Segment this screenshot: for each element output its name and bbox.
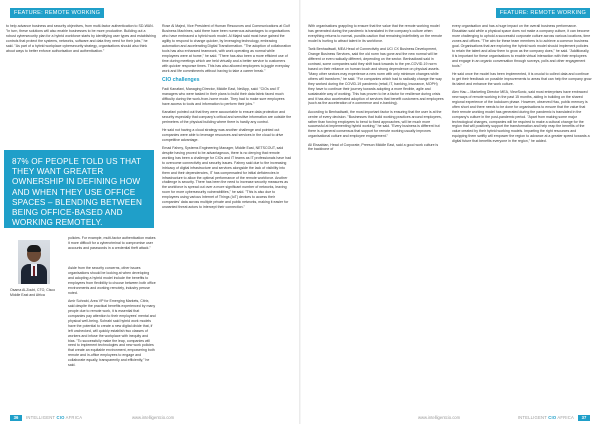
paragraph: With organisations grappling to ensure that the value that the remote working model has generated during the pandemic is translated in the company's culture when everything returns to normal, pundits caution that remaining indefinitely on the remote model is hurting to attract talent in its workforce. xyxy=(308,24,443,43)
paragraph: policies. For example, multi-factor authentication makes it more difficult for a cybercriminal to compromise user accounts and passwords in a credential theft attack." xyxy=(68,236,156,250)
paragraph: Fadi Kanafani, Managing Director, Middle East, NetApp, said: "CIOs and IT managers who were tasked in their plans to build their data fabric faced much difficulty during the work-from-home mode. They had to make sure employees have access to tools and information to perform their jobs." xyxy=(162,86,285,106)
brand-wordmark: INTELLIGENT CIO AFRICA xyxy=(26,415,83,420)
footer-url[interactable]: www.intelligentcio.com xyxy=(418,415,461,420)
column-3 xyxy=(308,24,444,156)
paragraph: Tarik Benhadiwati, MEA Head of Connectivity and UC/ CX Business Development, Orange Business Services, said the old norm has gone and the new normal will be different or even radically different, depending on the sector. Benhadiwati said in contrast, some companies said they shift back towards to the pre-COVID-19 norm based on their reliance on human touch and strong dependence on physical assets. "Many other sectors may experience a new norm with only minimum changes while others will transform," he said. "For companies which had to radically change the way they worked during the COVID-19 pandemic (retail, IT, banking, insurance, MOPH) they have to continue their journey towards adopting a more flexible, agile and sustainable way of working. This has proven to be a factor for resilience during crisis and it has also accelerated adoption of services that benefit customers and employees (such as the acceleration of e-commerce and e-banking). xyxy=(308,47,444,106)
paragraph: Rose Al Majed, Vice President of Human Resources and Communications at Gulf Business Machines, said there have been numerous advantages to organisations who have embraced a hybrid work model. Al Majed said most have gained the agility to respond to change quicker, by leveraging technology, embracing automation and accelerating Digital Transformation. "The adoption of collaboration tools has also enhanced teamwork, with work operating as normal while employees were at home," he said. "There has also been a more efficient use of time during meetings which are held virtually and a better service to customers with quicker response times. This has also allowed employees to juggle everyday work and life commitments without having to take a career break." xyxy=(162,24,292,73)
paragraph: He said not having a cloud strategy was another challenge and pointed out companies were able to leverage resources and services in the cloud to drive competitive advantage. xyxy=(162,127,284,142)
paragraph: Aside from the security concerns, other issues organisations should be looking at when developing and adopting a hybrid model include the benefits to employees from flexibility to choose between both office environments and working remotely, industry peruse noted. xyxy=(68,266,156,295)
brand-wordmark: INTELLIGENT CIO AFRICA xyxy=(517,415,574,420)
column-2 xyxy=(162,24,292,213)
section-tag-left: FEATURE: REMOTE WORKING xyxy=(10,8,104,18)
subheading: CIO challenges xyxy=(162,76,200,83)
paragraph: to help advance business and security objectives, from multi-factor authentication to SD-WAN. "In turn, these solutions will also enable businesses to be more productive. Building out a robust cybersecurity plan for a hybrid workforce starts by identifying user types and establishing controls that protect the systems, networks, software and data they need for their jobs," he said. "As part of a hybrid workplace cybersecurity strategy, organisations should also think about ways to better enforce authorisation and authentication." xyxy=(6,24,156,53)
paragraph: Kanafani pointed out that they were accountable to ensure data protection and security especially that company's critical and sensitive information are outside the perimeters of the physical building where there is hardly any control. xyxy=(162,109,292,124)
column-4 xyxy=(452,24,592,147)
paragraph: every organisation and has a huge impact on the overall business performance. Eissabian said while a physical space does not make a company culture, it can become more challenging to uphold a successful corporate culture across various locations, time zones and offices. "The aim for these team members is to achieve a common business goal. Organisations that are exploring the hybrid work model should implement policies to retain the talent and allow them to grow as the company does," he said. "Additionally, it is important for these organisations to enable virtual interaction with their employees and engage in an organic conversation through surveys, polls and other engagement tools." xyxy=(452,24,591,68)
paragraph: He said once the model has been implemented, it is crucial to collect data and continue to get their feedback on possible improvements to areas that can help the company grow its talent and enhance the work culture. xyxy=(452,71,592,86)
paragraph: According to Benhadiwati, the most important factor is ensuring that the user is at the centre of every decision. "Businesses that build working practices around employees, rather than forcing employees to bend to fixed approaches, will be much more successful at implementing hybrid working," he said. "Every business is different but there is a general consensus that support for remote working usually improves organisational culture and employee engagement." xyxy=(308,109,442,139)
pull-quote: 87% OF PEOPLE TOLD US THAT THEY WANT GREATER OWNERSHIP IN DEFINING HOW AND WHEN THEY USE OFFICE SPACES – BLENDING BETWEEN BEING OFFICE-BASED AND WORKING REMOTELY. xyxy=(4,150,154,228)
page-number: 37 xyxy=(578,415,590,421)
page-number: 36 xyxy=(10,415,22,421)
footer-url[interactable]: www.intelligentcio.com xyxy=(132,415,175,420)
paragraph: Alex Hau – Marketing Director MEA, ViewSonic, said most enterprises have embraced new ways of remote working in the past 15 months, aiding in building on the shared regional experience of the lockdown phase. However, observed Hau, public memory is often short and there needs to be done for organisations to ensure that the value that their remote working model has generated during the pandemic is translated in the company's culture in the post-pandemic period. "Apart from making some major technological changes, companies will be required to make a cultural change for the region that will positively support the transformation and help reap the benefits of the value created by their hybrid working models. Imparting the right resources and equipping them swiftly will empower the region to advance at a greater speed towards a digital future that benefits everyone in the region," he added. xyxy=(452,89,590,144)
footer-left xyxy=(0,412,300,424)
column-1-bottom xyxy=(68,236,156,254)
paragraph: Ali Eissabian, Head of Corporate, Preeson Middle East, said a good work culture is the backbone of xyxy=(308,142,439,152)
section-tag-right: FEATURE: REMOTE WORKING xyxy=(496,8,590,18)
paragraph: Amir Sohrabi, Area VP for Emerging Markets, Citrix, said despite the practical benefits experienced by many people due to remote work, it is essential that companies pay attention to their employees' mental and physical well-being. Sohrabi said hybrid work models have the potential to create a new digital divide that, if left unchecked, will quickly establish two classes of workers and infuse the workplace with inequity and bias. "To successfully make the leap, companies will need to implement technologies and new work policies that create an equitable environment, empowering both remote and in-office employees to engage and collaborate equally, transparently and efficiently," he said. xyxy=(68,298,156,368)
paragraph: Emad Fahmy, Systems Engineering Manager, Middle East, NETSCOUT, said despite having proved to be advantageous, there is no denying that remote working has been a challenge for CIOs and IT teams as IT professionals have had to overcome connectivity and security issues. Fahmy said due to the increasing intricacy of digital infrastructure and services alongside the lack of visibility into them and their dependencies, IT has compensated for initial deficiencies in infrastructure to allow the optimal performance of the remote workforce. Another challenge is security. There has been the need to increase security measures as the workforce is spread out over a more significant number of networks, leaving room for more cybersecurity vulnerabilities," he said. "This is also due to employees using various Internet of Things (IoT) devices to access their companies' data across multiple private and public networks, making it easier for unwanted threat actors to intercept their connection." xyxy=(162,145,292,210)
column-1-top xyxy=(6,24,156,57)
photo-caption: Osama Al-Zoubi, CTO, Cisco Middle East and Africa xyxy=(10,288,56,297)
column-1-bottom-cont xyxy=(68,266,156,371)
page-gutter xyxy=(299,0,301,424)
portrait-photo xyxy=(18,240,50,284)
footer-right xyxy=(300,412,600,424)
